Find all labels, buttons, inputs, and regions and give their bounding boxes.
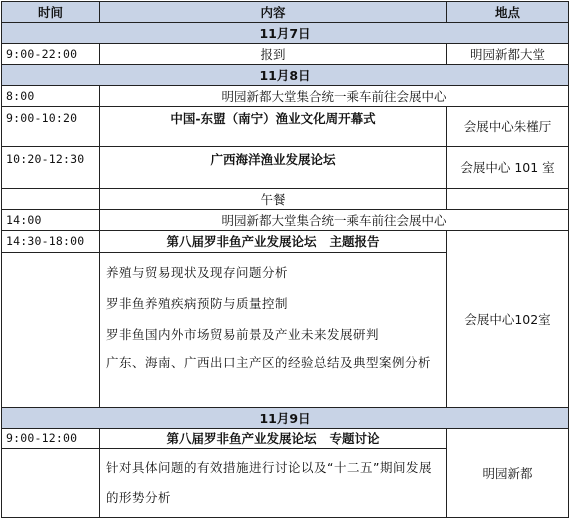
table-row bbox=[2, 429, 569, 449]
location-cell-empty bbox=[447, 189, 569, 210]
location-cell: 明园新都大堂 bbox=[447, 44, 569, 65]
session-title-main: 第八届罗非鱼产业发展论坛 bbox=[166, 431, 317, 446]
topic-item: 罗非鱼养殖疾病预防与质量控制 bbox=[106, 296, 289, 311]
date-label: 11月9日 bbox=[2, 408, 569, 429]
location-cell: 会展中心朱槿厅 bbox=[447, 107, 569, 147]
time-cell-empty bbox=[2, 449, 100, 518]
content-cell: 明园新都大堂集合统一乘车前往会展中心 bbox=[100, 210, 569, 231]
table-row bbox=[2, 86, 569, 107]
topic-item: 罗非鱼国内外市场贸易前景及产业未来发展研判 bbox=[106, 327, 380, 342]
table-row bbox=[2, 189, 569, 210]
session-title-sub: 主题报告 bbox=[329, 234, 380, 249]
table-row bbox=[2, 147, 569, 189]
location-cell: 明园新都 bbox=[447, 429, 569, 518]
topics-cell bbox=[100, 253, 447, 408]
content-cell: 报到 bbox=[100, 44, 447, 65]
schedule-table bbox=[1, 1, 569, 518]
time-cell: 10:20-12:30 bbox=[2, 147, 100, 189]
date-label: 11月7日 bbox=[2, 23, 569, 44]
lunch-cell: 午餐 bbox=[100, 189, 447, 210]
location-cell: 会展中心 101 室 bbox=[447, 147, 569, 189]
header-content: 内容 bbox=[100, 2, 447, 23]
topic-item: 针对具体问题的有效措施进行讨论以及“十二五”期间发展的形势分析 bbox=[100, 449, 447, 518]
table-row bbox=[2, 210, 569, 231]
topic-item: 广东、海南、广西出口主产区的经验总结及典型案例分析 bbox=[106, 355, 432, 370]
location-cell: 会展中心102室 bbox=[447, 231, 569, 408]
table-header-row bbox=[2, 2, 569, 23]
time-cell: 14:30-18:00 bbox=[2, 231, 100, 253]
time-cell: 8:00 bbox=[2, 86, 100, 107]
date-row-nov7 bbox=[2, 23, 569, 44]
time-cell-empty bbox=[2, 253, 100, 408]
table-row bbox=[2, 231, 569, 253]
table-row bbox=[2, 107, 569, 147]
time-cell: 9:00-10:20 bbox=[2, 107, 100, 147]
header-location: 地点 bbox=[447, 2, 569, 23]
date-label: 11月8日 bbox=[2, 65, 569, 86]
session-title-main: 第八届罗非鱼产业发展论坛 bbox=[166, 234, 317, 249]
session-title bbox=[100, 429, 447, 449]
time-cell-empty bbox=[2, 189, 100, 210]
table-row bbox=[2, 44, 569, 65]
time-cell: 9:00-22:00 bbox=[2, 44, 100, 65]
content-cell: 中国-东盟（南宁）渔业文化周开幕式 bbox=[100, 107, 447, 147]
session-title-sub: 专题讨论 bbox=[329, 431, 380, 446]
time-cell: 14:00 bbox=[2, 210, 100, 231]
content-cell: 明园新都大堂集合统一乘车前往会展中心 bbox=[100, 86, 569, 107]
date-row-nov8 bbox=[2, 65, 569, 86]
date-row-nov9 bbox=[2, 408, 569, 429]
header-time: 时间 bbox=[2, 2, 100, 23]
time-cell: 9:00-12:00 bbox=[2, 429, 100, 449]
topic-item: 养殖与贸易现状及现存问题分析 bbox=[106, 265, 289, 280]
content-cell: 广西海洋渔业发展论坛 bbox=[100, 147, 447, 189]
session-title bbox=[100, 231, 447, 253]
